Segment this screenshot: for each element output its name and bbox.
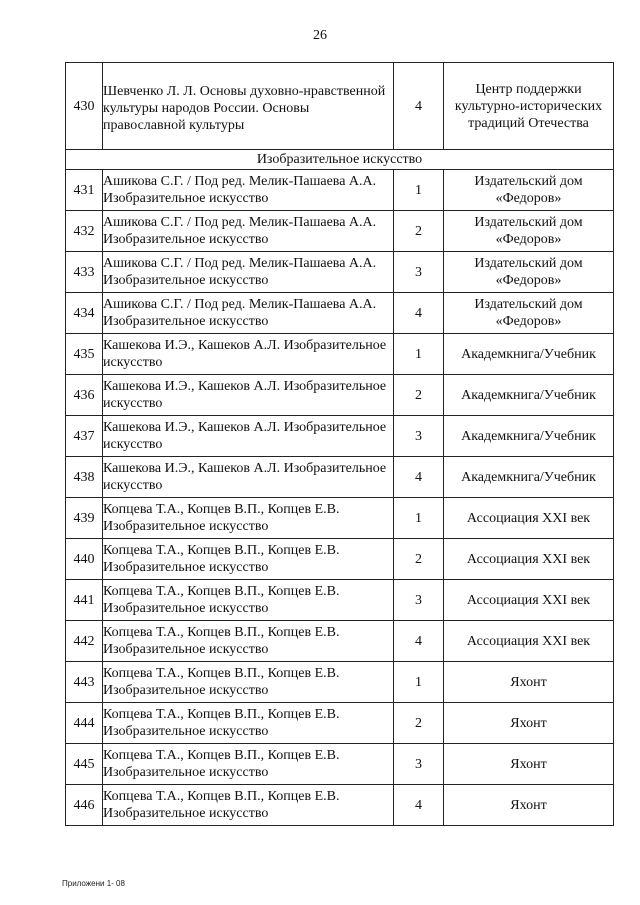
row-number: 438 bbox=[66, 457, 103, 498]
table-row bbox=[66, 498, 614, 539]
table-row bbox=[66, 662, 614, 703]
row-number: 434 bbox=[66, 293, 103, 334]
row-number: 446 bbox=[66, 785, 103, 826]
grade: 4 bbox=[394, 457, 444, 498]
row-number: 444 bbox=[66, 703, 103, 744]
book-title: Копцева Т.А., Копцев В.П., Копцев Е.В. Изобразительное искусство bbox=[103, 621, 394, 662]
table-row bbox=[66, 375, 614, 416]
table-row bbox=[66, 416, 614, 457]
publisher: Яхонт bbox=[444, 785, 614, 826]
table-row bbox=[66, 621, 614, 662]
table-body bbox=[66, 63, 614, 826]
row-number: 445 bbox=[66, 744, 103, 785]
publisher: Издательский дом «Федоров» bbox=[444, 252, 614, 293]
table-row bbox=[66, 539, 614, 580]
grade: 1 bbox=[394, 662, 444, 703]
table-row bbox=[66, 744, 614, 785]
textbook-table bbox=[65, 62, 614, 826]
publisher: Ассоциация XXI век bbox=[444, 580, 614, 621]
page-number: 26 bbox=[313, 28, 327, 43]
grade: 2 bbox=[394, 375, 444, 416]
publisher: Академкнига/Учебник bbox=[444, 457, 614, 498]
row-number: 439 bbox=[66, 498, 103, 539]
publisher: Яхонт bbox=[444, 703, 614, 744]
table-row bbox=[66, 457, 614, 498]
row-number: 432 bbox=[66, 211, 103, 252]
publisher: Издательский дом «Федоров» bbox=[444, 211, 614, 252]
publisher: Издательский дом «Федоров» bbox=[444, 293, 614, 334]
row-number: 436 bbox=[66, 375, 103, 416]
row-number: 443 bbox=[66, 662, 103, 703]
row-number: 441 bbox=[66, 580, 103, 621]
book-title: Кашекова И.Э., Кашеков А.Л. Изобразительное искусство bbox=[103, 457, 394, 498]
table-row bbox=[66, 293, 614, 334]
row-number: 431 bbox=[66, 170, 103, 211]
book-title: Кашекова И.Э., Кашеков А.Л. Изобразительное искусство bbox=[103, 334, 394, 375]
publisher: Академкнига/Учебник bbox=[444, 375, 614, 416]
book-title: Шевченко Л. Л. Основы духовно-нравственной культуры народов России. Основы православной культуры bbox=[103, 63, 394, 150]
publisher: Яхонт bbox=[444, 744, 614, 785]
grade: 1 bbox=[394, 334, 444, 375]
publisher: Ассоциация XXI век bbox=[444, 498, 614, 539]
section-header-row bbox=[66, 150, 614, 170]
publisher: Ассоциация XXI век bbox=[444, 621, 614, 662]
book-title: Кашекова И.Э., Кашеков А.Л. Изобразительное искусство bbox=[103, 416, 394, 457]
publisher: Центр поддержки культурно-исторических традиций Отечества bbox=[444, 63, 614, 150]
table-row bbox=[66, 170, 614, 211]
table-row bbox=[66, 703, 614, 744]
table-row bbox=[66, 785, 614, 826]
table-row bbox=[66, 252, 614, 293]
section-title: Изобразительное искусство bbox=[66, 150, 614, 170]
book-title: Ашикова С.Г. / Под ред. Мелик-Пашаева А.А. Изобразительное искусство bbox=[103, 293, 394, 334]
book-title: Копцева Т.А., Копцев В.П., Копцев Е.В. Изобразительное искусство bbox=[103, 785, 394, 826]
book-title: Ашикова С.Г. / Под ред. Мелик-Пашаева А.А. Изобразительное искусство bbox=[103, 252, 394, 293]
row-number: 430 bbox=[66, 63, 103, 150]
grade: 3 bbox=[394, 252, 444, 293]
row-number: 440 bbox=[66, 539, 103, 580]
grade: 2 bbox=[394, 539, 444, 580]
table-row bbox=[66, 580, 614, 621]
book-title: Копцева Т.А., Копцев В.П., Копцев Е.В. Изобразительное искусство bbox=[103, 703, 394, 744]
publisher: Академкнига/Учебник bbox=[444, 334, 614, 375]
book-title: Копцева Т.А., Копцев В.П., Копцев Е.В. Изобразительное искусство bbox=[103, 498, 394, 539]
grade: 2 bbox=[394, 703, 444, 744]
publisher: Академкнига/Учебник bbox=[444, 416, 614, 457]
book-title: Копцева Т.А., Копцев В.П., Копцев Е.В. Изобразительное искусство bbox=[103, 580, 394, 621]
book-title: Копцева Т.А., Копцев В.П., Копцев Е.В. Изобразительное искусство bbox=[103, 539, 394, 580]
book-title: Копцева Т.А., Копцев В.П., Копцев Е.В. Изобразительное искусство bbox=[103, 744, 394, 785]
publisher: Издательский дом «Федоров» bbox=[444, 170, 614, 211]
row-number: 437 bbox=[66, 416, 103, 457]
book-title: Кашекова И.Э., Кашеков А.Л. Изобразительное искусство bbox=[103, 375, 394, 416]
table-row bbox=[66, 211, 614, 252]
grade: 3 bbox=[394, 580, 444, 621]
row-number: 435 bbox=[66, 334, 103, 375]
grade: 4 bbox=[394, 293, 444, 334]
grade: 3 bbox=[394, 416, 444, 457]
grade: 4 bbox=[394, 621, 444, 662]
grade: 2 bbox=[394, 211, 444, 252]
book-title: Ашикова С.Г. / Под ред. Мелик-Пашаева А.А. Изобразительное искусство bbox=[103, 211, 394, 252]
footer-note: Приложени 1- 08 bbox=[62, 879, 125, 888]
grade: 4 bbox=[394, 63, 444, 150]
book-title: Копцева Т.А., Копцев В.П., Копцев Е.В. Изобразительное искусство bbox=[103, 662, 394, 703]
grade: 1 bbox=[394, 170, 444, 211]
grade: 3 bbox=[394, 744, 444, 785]
publisher: Ассоциация XXI век bbox=[444, 539, 614, 580]
publisher: Яхонт bbox=[444, 662, 614, 703]
book-title: Ашикова С.Г. / Под ред. Мелик-Пашаева А.А. Изобразительное искусство bbox=[103, 170, 394, 211]
row-number: 433 bbox=[66, 252, 103, 293]
grade: 1 bbox=[394, 498, 444, 539]
row-number: 442 bbox=[66, 621, 103, 662]
table-row bbox=[66, 63, 614, 150]
grade: 4 bbox=[394, 785, 444, 826]
table-row bbox=[66, 334, 614, 375]
